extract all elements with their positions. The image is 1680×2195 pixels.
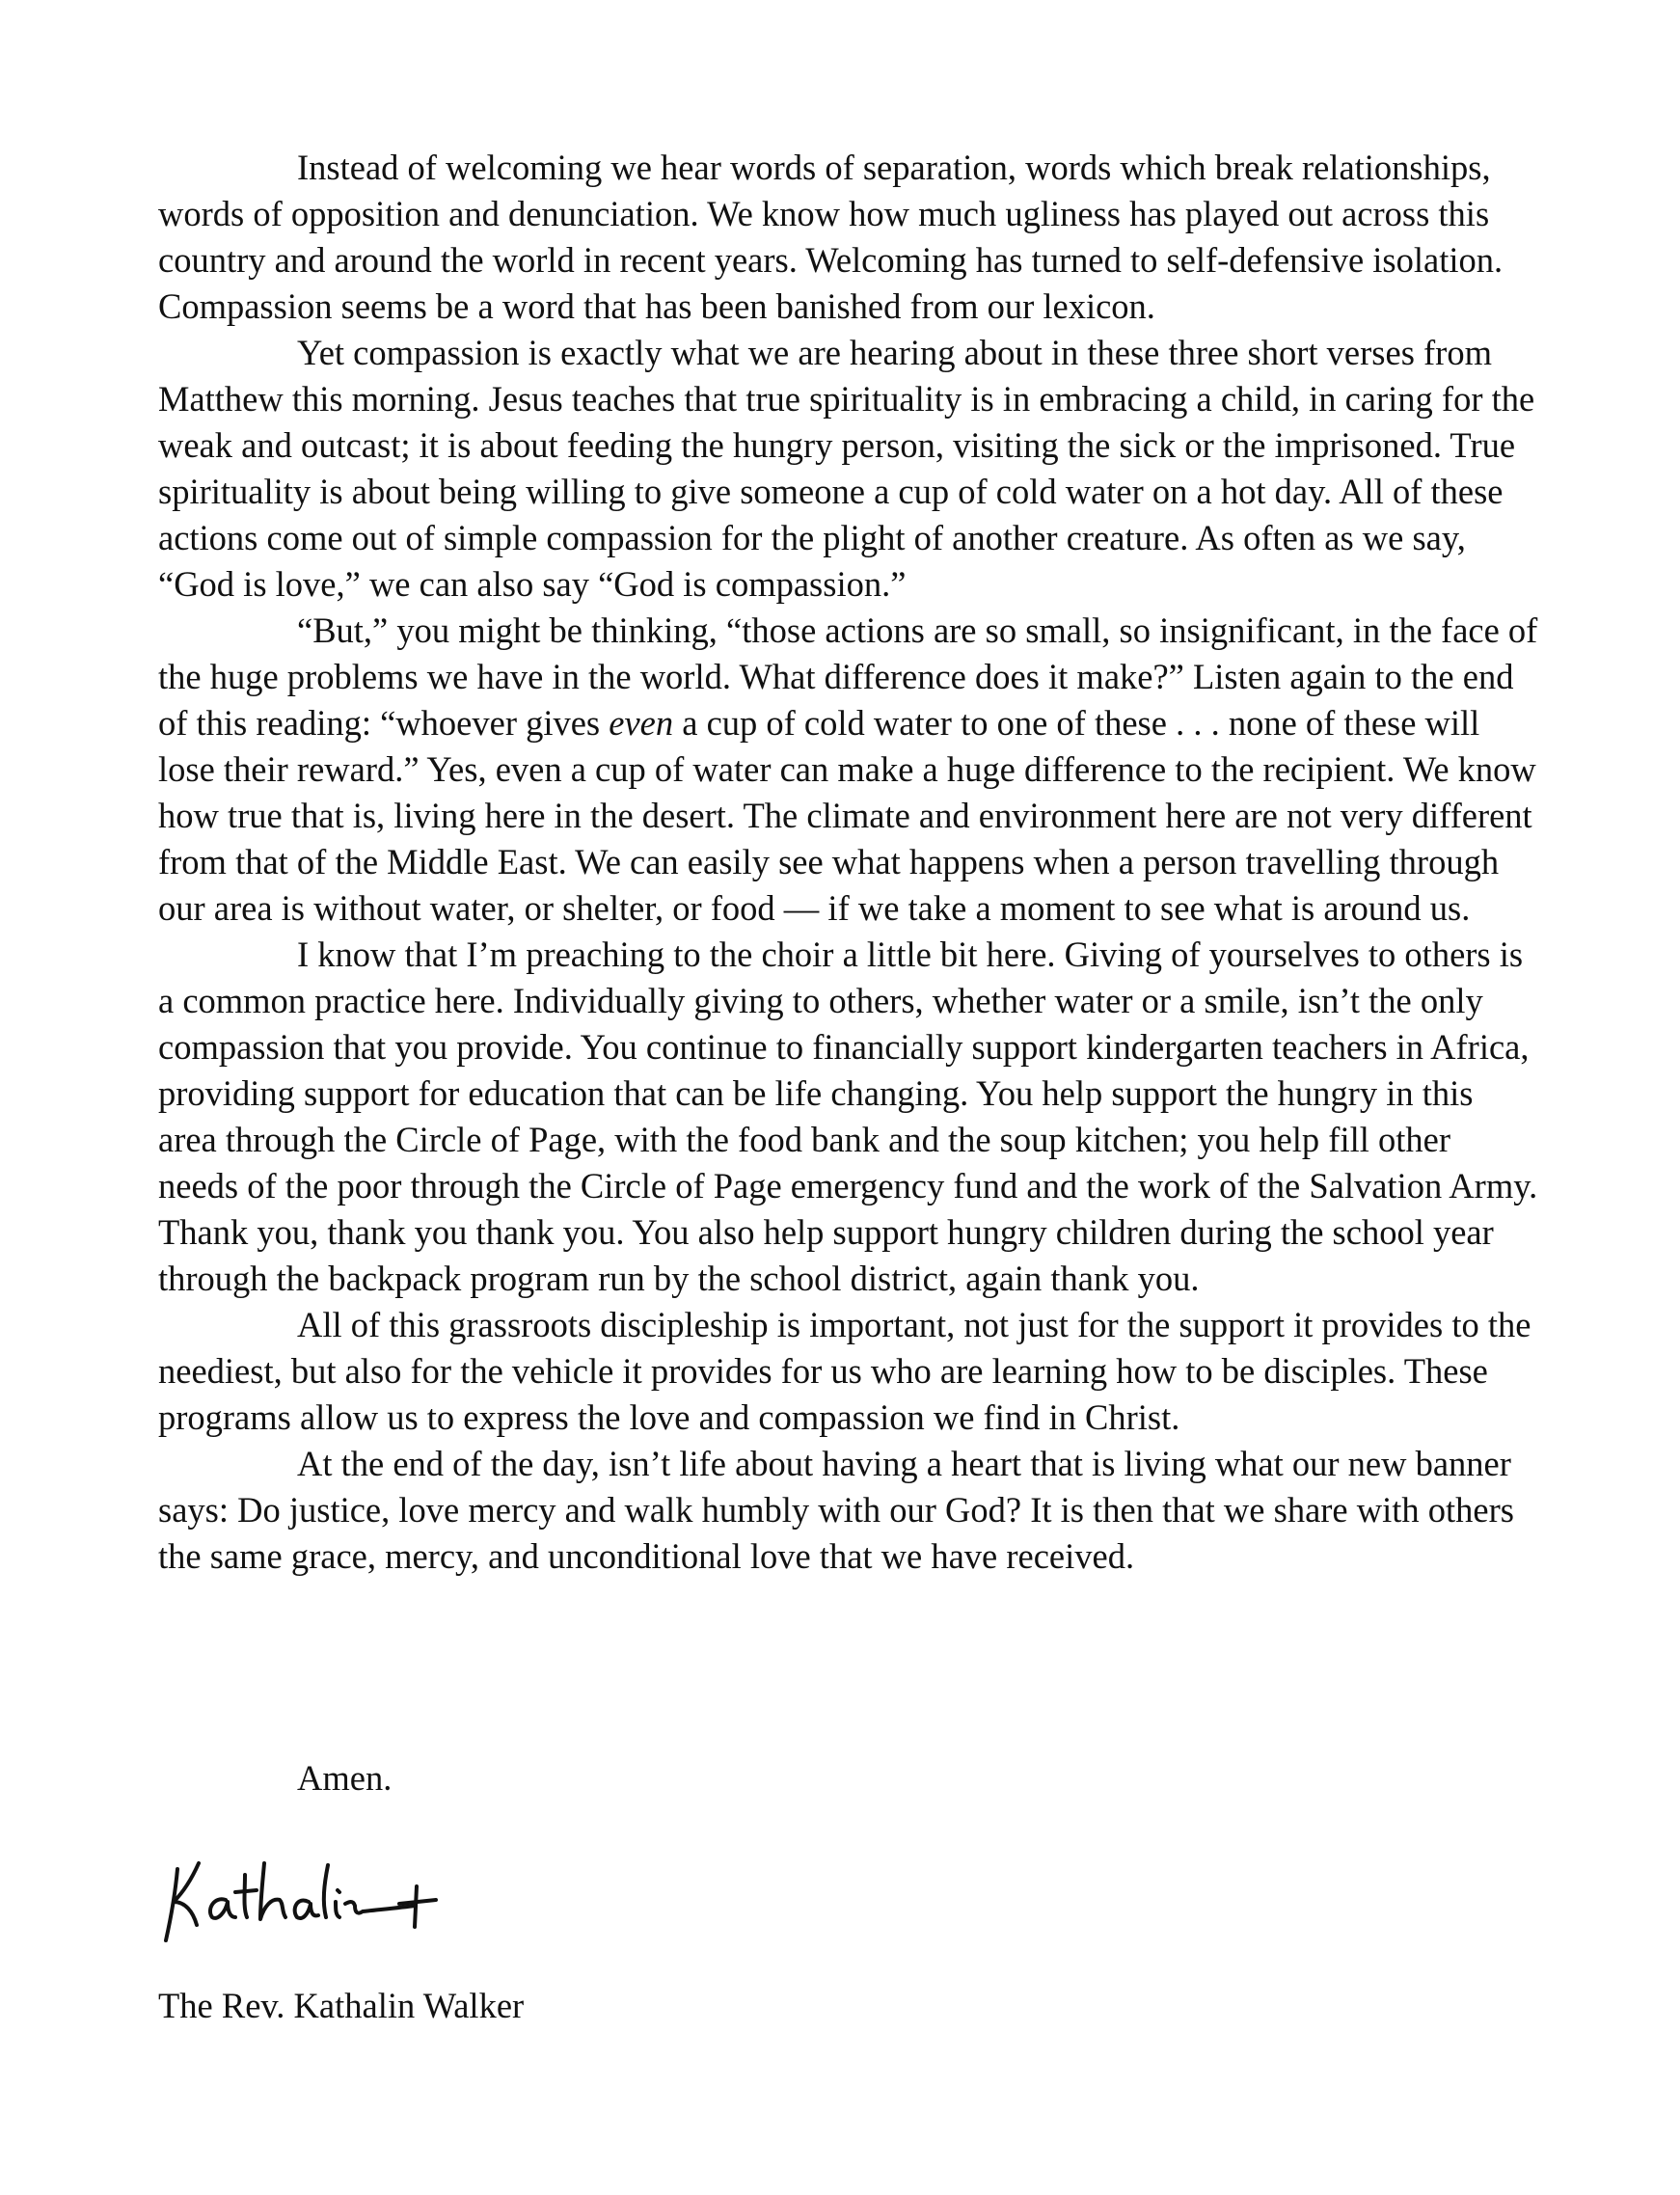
paragraph-4: I know that I’m preaching to the choir a little bit here. Giving of yourselves to others is a common practice here. Individually giving to others, whether water or a smile, isn’t the only compassion that you provide. You continue to financially support kindergarten teachers in Africa, providing support for education that can be life changing. You help support the hungry in this area through the Circle of Page, with the food bank and the soup kitchen; you help fill other needs of the poor through the Circle of Page emergency fund and the work of the Salvation Army. Thank you, thank you thank you. You also help support hungry children during the school year through the backpack program run by the school district, again thank you. [158,935,1538,1298]
paragraph-3-after: a cup of cold water to one of these . . . none of these will lose their reward.” Yes, even a cup of water can make a huge difference to the recipient. We know how true that is, living here in the desert. The climate and environment here are not very different from that of the Middle East. We can easily see what happens when a person travelling through our area is without water, or shelter, or food — if we take a moment to see what is around us. [158,703,1536,928]
signature-graphic [156,1842,446,1948]
paragraph-2: Yet compassion is exactly what we are hearing about in these three short verses from Matthew this morning. Jesus teaches that true spirituality is in embracing a child, in caring for the weak and outcast; it is about feeding the hungry person, visiting the sick or the imprisoned. True spirituality is about being willing to give someone a cup of cold water on a hot day. All of these actions come out of simple compassion for the plight of another creature. As often as we say, “God is love,” we can also say “God is compassion.” [158,333,1535,604]
paragraph-1: Instead of welcoming we hear words of separation, words which break relationships, words of opposition and denunciation. We know how much ugliness has played out across this country and around the world in recent years. Welcoming has turned to self-defensive isolation. Compassion seems be a word that has been banished from our lexicon. [158,148,1504,326]
paragraph-3-before: “But,” you might be thinking, “those actions are so small, so insignificant, in the face of the huge problems we have in the world. What difference does it make?” Listen again to the end of this reading: “whoever gives [158,610,1538,743]
paragraph-3-emphasis: even [609,703,674,743]
signer-name: The Rev. Kathalin Walker [158,1986,525,2025]
letter-body [158,145,1539,1580]
handwritten-signature [156,1842,446,1948]
paragraph-3 [158,608,1539,932]
paragraph-5: All of this grassroots discipleship is important, not just for the support it provides to the neediest, but also for the vehicle it provides for us who are learning how to be disciples. These programs allow us to express the love and compassion we find in Christ. [158,1305,1531,1437]
closing-amen: Amen. [297,1758,393,1798]
paragraph-6: At the end of the day, isn’t life about having a heart that is living what our new banner says: Do justice, love mercy and walk humbly with our God? It is then that we share with others the same grace, mercy, and unconditional love that we have received. [158,1444,1514,1576]
